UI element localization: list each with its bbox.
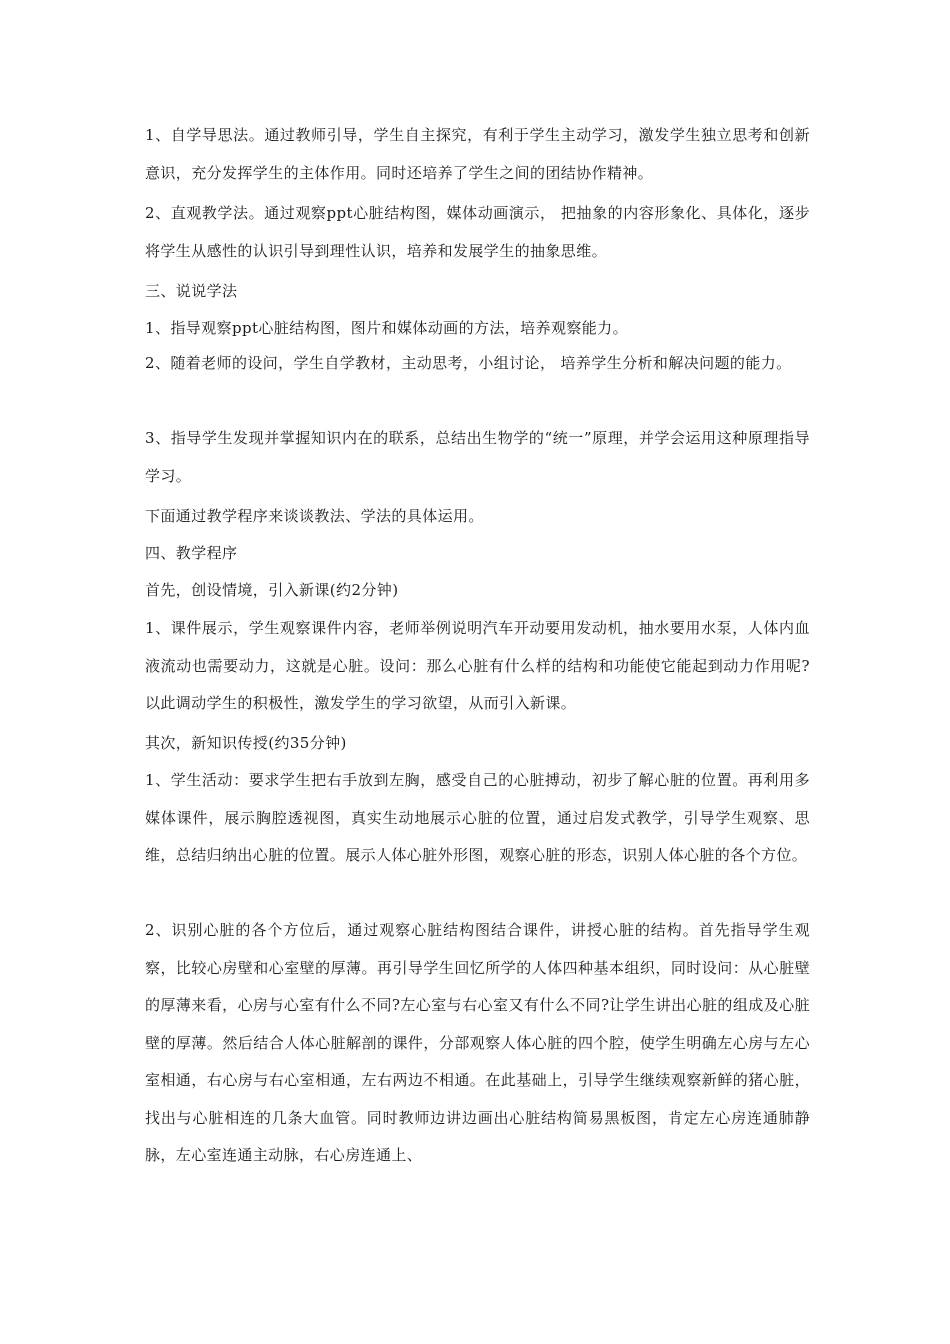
paragraph-self-study-method: 1、自学导思法。通过教师引导，学生自主探究，有利于学生主动学习，激发学生独立思考和创新意识，充分发挥学生的主体作用。同时还培养了学生之间的团结协作精神。 (145, 126, 810, 182)
paragraph-self-study-discussion: 2、随着老师的设问，学生自学教材，主动思考，小组讨论， 培养学生分析和解决问题的能力。 (145, 354, 792, 372)
paragraph-courseware-display: 1、课件展示，学生观察课件内容，老师举例说明汽车开动要用发动机，抽水要用水泵，人体内血液流动也需要动力，这就是心脏。设问：那么心脏有什么样的结构和功能使它能起到动力作用呢?以此调动学生的积极性，激发学生的学习欲望，从而引入新课。 (145, 619, 810, 712)
paragraph-guide-observation: 1、指导观察ppt心脏结构图，图片和媒体动画的方法，培养观察能力。 (145, 319, 628, 337)
paragraph-transition: 下面通过教学程序来谈谈教法、学法的具体运用。 (145, 507, 484, 525)
section-heading-teaching-procedure: 四、教学程序 (145, 544, 238, 562)
paragraph-introduction-step: 首先，创设情境，引入新课(约2分钟) (145, 581, 399, 599)
paragraph-student-activity: 1、学生活动：要求学生把右手放到左胸，感受自己的心脏搏动，初步了解心脏的位置。再利用多媒体课件，展示胸腔透视图，真实生动地展示心脏的位置，通过启发式教学，引导学生观察、思维，总结归纳出心脏的位置。展示人体心脏外形图，观察心脏的形态，识别人体心脏的各个方位。 (145, 771, 810, 864)
paragraph-visual-teaching-method: 2、直观教学法。通过观察ppt心脏结构图，媒体动画演示， 把抽象的内容形象化、具体化，逐步将学生从感性的认识引导到理性认识，培养和发展学生的抽象思维。 (145, 204, 810, 260)
section-heading-study-methods: 三、说说学法 (145, 282, 238, 300)
paragraph-unity-principle: 3、指导学生发现并掌握知识内在的联系，总结出生物学的“统一”原理，并学会运用这种原理指导学习。 (145, 429, 810, 485)
paragraph-heart-structure: 2、识别心脏的各个方位后，通过观察心脏结构图结合课件，讲授心脏的结构。首先指导学生观察，比较心房壁和心室壁的厚薄。再引导学生回忆所学的人体四种基本组织，同时设问：从心脏壁的厚薄来看，心房与心室有什么不同?左心室与右心室又有什么不同?让学生讲出心脏的组成及心脏壁的厚薄。然后结合人体心脏解剖的课件，分部观察人体心脏的四个腔，使学生明确左心房与左心室相通，右心房与右心室相通，左右两边不相通。在此基础上，引导学生继续观察新鲜的猪心脏，找出与心脏相连的几条大血管。同时教师边讲边画出心脏结构简易黑板图，肯定左心房连通肺静脉，左心室连通主动脉，右心房连通上、 (145, 921, 810, 1164)
paragraph-new-knowledge-step: 其次，新知识传授(约35分钟) (145, 734, 347, 752)
